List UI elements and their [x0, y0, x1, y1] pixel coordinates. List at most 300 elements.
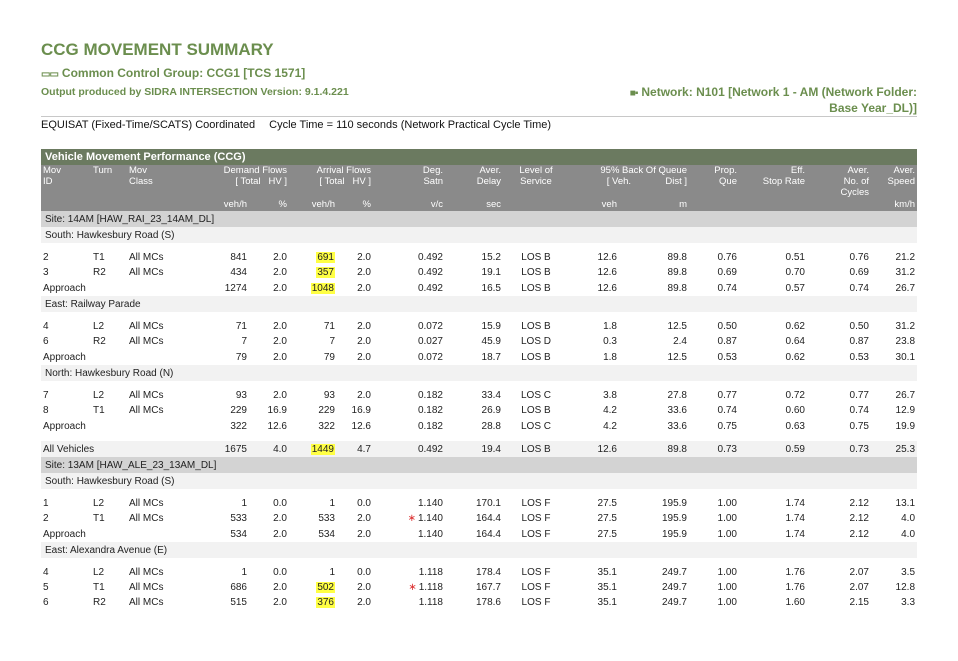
- cell-qd: 33.6: [667, 405, 687, 416]
- cell-at: 1449: [289, 441, 337, 457]
- cell-dt: 1: [241, 498, 247, 509]
- cell-qv: 27.5: [597, 528, 617, 540]
- unit-arrival-hv: %: [337, 198, 373, 211]
- cell-deg: 0.182: [417, 390, 443, 401]
- cell-at: 93: [323, 390, 335, 401]
- cell-dt: 515: [230, 597, 247, 608]
- col-deg: Deg. Satn: [373, 165, 445, 198]
- cell-del: 19.4: [445, 441, 503, 457]
- ccg-text: Common Control Group: CCG1 [TCS 1571]: [61, 66, 306, 80]
- cell-qd: 89.8: [667, 252, 687, 263]
- cell-cls: All MCs: [129, 498, 164, 509]
- approach-heading-row: [41, 365, 917, 381]
- table-row: [41, 511, 917, 526]
- site-row: [41, 457, 917, 473]
- cell-pq: 0.75: [717, 420, 737, 432]
- approach-heading-row: [41, 542, 917, 558]
- cell-eff: 0.57: [785, 282, 805, 294]
- cell-qd: 89.8: [667, 267, 687, 278]
- unit-queue-veh: veh: [569, 198, 619, 211]
- summary-row: [41, 418, 917, 434]
- cell-qv: 27.5: [597, 498, 617, 509]
- cell-cls: All MCs: [129, 336, 164, 347]
- cell-ah: 2.0: [357, 336, 371, 347]
- cell-eff: 0.63: [785, 420, 805, 432]
- cell-cls: All MCs: [129, 390, 164, 401]
- cell-turn: L2: [93, 321, 105, 332]
- approach-name: East: Railway Parade: [41, 296, 917, 312]
- cell-cls: All MCs: [129, 252, 164, 263]
- summary-row: [41, 280, 917, 296]
- table-row: [41, 496, 917, 511]
- cell-qd: 249.7: [661, 582, 687, 593]
- cell-del: 164.4: [475, 513, 501, 524]
- cell-dt: 1675: [173, 441, 249, 457]
- spacer-row: [41, 312, 917, 319]
- unit-speed: km/h: [871, 198, 917, 211]
- cell-ah: 2.0: [357, 390, 371, 401]
- cell-ah: 16.9: [351, 405, 371, 416]
- cell-ah: 2.0: [357, 351, 371, 363]
- cell-del: 167.7: [475, 582, 501, 593]
- cell-dh: 2.0: [273, 267, 287, 278]
- cell-los: LOS B: [503, 441, 569, 457]
- cell-id: 4: [43, 567, 49, 578]
- cell-cyc: 0.76: [849, 252, 869, 263]
- cell-los: LOS B: [521, 351, 551, 363]
- cell-ah: 0.0: [357, 498, 371, 509]
- cell-at: 71: [323, 321, 335, 332]
- cell-deg: 1.118: [418, 597, 443, 608]
- cell-qv: 0.3: [603, 336, 617, 347]
- cell-at: 322: [318, 420, 335, 432]
- cell-deg: 0.027: [417, 336, 443, 347]
- col-speed: Aver. Speed: [871, 165, 917, 198]
- cell-turn: L2: [93, 390, 105, 401]
- cell-eff: 0.62: [785, 351, 805, 363]
- cell-qv: 12.6: [597, 267, 617, 278]
- cell-dt: 533: [230, 513, 247, 524]
- cell-cyc: 0.75: [849, 420, 869, 432]
- cell-dt: 434: [230, 267, 247, 278]
- col-los: Level of Service: [503, 165, 569, 198]
- cell-ah: 2.0: [357, 252, 371, 263]
- col-turn: Turn: [91, 165, 127, 198]
- cell-los: LOS F: [521, 567, 551, 578]
- cell-cyc: 2.12: [849, 528, 869, 540]
- cell-dh: 2.0: [273, 582, 287, 593]
- cell-eff: 0.64: [785, 336, 805, 347]
- cell-ah: 4.7: [337, 441, 373, 457]
- cell-del: 15.2: [481, 252, 501, 263]
- cell-at: 1: [329, 498, 335, 509]
- cell-qd: 195.9: [661, 498, 687, 509]
- cycle-info: [41, 119, 565, 131]
- cell-turn: R2: [93, 336, 106, 347]
- cell-spd: 26.7: [895, 282, 916, 294]
- cell-turn: T1: [93, 582, 105, 593]
- summary-row: [41, 526, 917, 542]
- approach-heading-row: [41, 296, 917, 312]
- approach-heading-row: [41, 473, 917, 489]
- cell-cls: All MCs: [129, 567, 164, 578]
- summary-row: [41, 349, 917, 365]
- cell-spd: 21.2: [895, 252, 916, 263]
- cell-los: LOS B: [521, 252, 551, 263]
- cell-pq: 0.76: [717, 252, 737, 263]
- cell-cyc: 0.69: [849, 267, 869, 278]
- col-prop-que: Prop. Que: [689, 165, 739, 198]
- cell-id: 8: [43, 405, 49, 416]
- row-label: Approach: [43, 528, 86, 540]
- cycle-time-text: Cycle Time = 110 seconds (Network Practical Cycle Time): [269, 119, 552, 131]
- cell-cyc: 0.53: [849, 351, 869, 363]
- cell-id: 5: [43, 582, 49, 593]
- cell-los: LOS C: [520, 390, 551, 401]
- cell-qv: 12.6: [597, 252, 617, 263]
- cell-pq: 0.74: [717, 282, 737, 294]
- cell-qv: 1.8: [603, 321, 617, 332]
- cell-ah: 2.0: [357, 528, 371, 540]
- cell-id: 6: [43, 597, 49, 608]
- cell-id: 3: [43, 267, 49, 278]
- cell-eff: 0.70: [785, 267, 805, 278]
- cell-at: 533: [318, 513, 335, 524]
- cell-cls: All MCs: [129, 267, 164, 278]
- cell-eff: 1.60: [785, 597, 805, 608]
- col-mov-id: Mov ID: [41, 165, 91, 198]
- cell-at: 534: [318, 528, 335, 540]
- table-row: [41, 334, 917, 349]
- critical-movement-icon: ∗: [408, 582, 417, 593]
- spacer-row: [41, 558, 917, 565]
- approach-name: South: Hawkesbury Road (S): [41, 227, 917, 243]
- cell-qd: 33.6: [667, 420, 687, 432]
- col-eff-stop: Eff. Stop Rate: [739, 165, 807, 198]
- cell-pq: 0.77: [717, 390, 737, 401]
- cell-dt: 229: [230, 405, 247, 416]
- cell-qd: 195.9: [661, 513, 687, 524]
- equisat-text: EQUISAT (Fixed-Time/SCATS) Coordinated: [41, 119, 256, 131]
- cell-cyc: 2.07: [849, 567, 869, 578]
- table-row: [41, 250, 917, 265]
- cell-cyc: 0.74: [849, 282, 869, 294]
- cell-at: 357: [317, 267, 334, 278]
- movement-table: [41, 149, 917, 610]
- cell-qv: 35.1: [597, 582, 617, 593]
- approach-name: East: Alexandra Avenue (E): [41, 542, 917, 558]
- cell-del: 28.8: [481, 420, 501, 432]
- cell-at: 1048: [311, 282, 334, 294]
- cell-qd: 12.5: [667, 321, 687, 332]
- cell-eff: 1.76: [785, 582, 805, 593]
- cell-id: 4: [43, 321, 49, 332]
- unit-arrival-total: veh/h: [289, 198, 337, 211]
- cell-deg: 0.492: [417, 282, 443, 294]
- cell-eff: 1.76: [785, 567, 805, 578]
- cell-los: LOS F: [521, 528, 551, 540]
- cell-pq: 1.00: [717, 528, 737, 540]
- cell-spd: 31.2: [895, 321, 916, 332]
- cell-dh: 2.0: [273, 282, 287, 294]
- cell-spd: 4.0: [901, 513, 916, 524]
- cell-qv: 1.8: [603, 351, 617, 363]
- cell-qd: 195.9: [661, 528, 687, 540]
- cell-del: 164.4: [475, 528, 501, 540]
- cell-dt: 79: [235, 351, 247, 363]
- cell-qv: 4.2: [603, 420, 617, 432]
- cell-dh: 2.0: [273, 513, 287, 524]
- row-label: Approach: [43, 420, 86, 432]
- cell-cls: All MCs: [129, 597, 164, 608]
- unit-demand-hv: %: [249, 198, 289, 211]
- cell-qd: 249.7: [661, 567, 687, 578]
- output-note: Output produced by SIDRA INTERSECTION Version: 9.1.4.221: [41, 86, 349, 98]
- cell-los: LOS B: [521, 405, 551, 416]
- cell-eff: 0.62: [785, 321, 805, 332]
- cell-del: 33.4: [481, 390, 501, 401]
- spacer-row: [41, 489, 917, 496]
- cell-id: 6: [43, 336, 49, 347]
- cell-at: 691: [317, 252, 334, 263]
- cell-los: LOS C: [520, 420, 551, 432]
- cell-del: 19.1: [481, 267, 501, 278]
- cell-del: 26.9: [481, 405, 501, 416]
- cell-at: 502: [317, 582, 334, 593]
- summary-row: [41, 441, 917, 457]
- cell-qd: 89.8: [667, 282, 687, 294]
- cell-los: LOS D: [520, 336, 551, 347]
- col-cycles: Aver. No. of Cycles: [807, 165, 871, 198]
- cell-dt: 1274: [224, 282, 247, 294]
- cell-deg: 0.182: [417, 405, 443, 416]
- cell-dh: 4.0: [249, 441, 289, 457]
- table-row: [41, 565, 917, 580]
- table-row: [41, 595, 917, 610]
- cell-eff: 1.74: [785, 498, 805, 509]
- cell-turn: T1: [93, 252, 105, 263]
- cell-qd: 89.8: [619, 441, 689, 457]
- site-name: Site: 14AM [HAW_RAI_23_14AM_DL]: [41, 211, 917, 227]
- cell-pq: 0.73: [689, 441, 739, 457]
- cell-pq: 1.00: [717, 567, 737, 578]
- cell-deg: ∗ 1.140: [407, 513, 443, 524]
- cell-dt: 1: [241, 567, 247, 578]
- row-label: Approach: [43, 351, 86, 363]
- cell-dh: 2.0: [273, 390, 287, 401]
- cell-los: LOS F: [521, 498, 551, 509]
- cell-dh: 2.0: [273, 321, 287, 332]
- cell-qd: 2.4: [673, 336, 687, 347]
- cell-spd: 25.3: [871, 441, 917, 457]
- cell-ah: 2.0: [357, 513, 371, 524]
- cell-cls: All MCs: [129, 513, 164, 524]
- cell-ah: 12.6: [351, 420, 371, 432]
- cell-ah: 2.0: [357, 282, 371, 294]
- cell-dh: 2.0: [273, 351, 287, 363]
- cell-deg: 1.118: [418, 567, 443, 578]
- cell-los: LOS F: [521, 597, 551, 608]
- unit-queue-dist: m: [619, 198, 689, 211]
- cell-los: LOS F: [521, 513, 551, 524]
- cell-ah: 2.0: [357, 597, 371, 608]
- network-icon: ■▪: [629, 88, 638, 99]
- table-row: [41, 319, 917, 334]
- cell-cyc: 2.15: [849, 597, 869, 608]
- cell-turn: R2: [93, 597, 106, 608]
- cell-at: 79: [323, 351, 335, 363]
- cell-pq: 1.00: [717, 513, 737, 524]
- page-title: CCG MOVEMENT SUMMARY: [41, 40, 274, 59]
- critical-movement-icon: ∗: [407, 513, 416, 524]
- cell-pq: 0.50: [717, 321, 737, 332]
- cell-dh: 16.9: [267, 405, 287, 416]
- cell-cyc: 2.12: [849, 513, 869, 524]
- cell-dt: 534: [230, 528, 247, 540]
- unit-demand-total: veh/h: [173, 198, 249, 211]
- table-caption-row: [41, 149, 917, 165]
- cell-ah: 2.0: [357, 321, 371, 332]
- table-row: [41, 580, 917, 595]
- cell-los: LOS B: [521, 282, 551, 294]
- cell-dt: 7: [241, 336, 247, 347]
- cell-pq: 0.87: [717, 336, 737, 347]
- cell-del: 170.1: [475, 498, 501, 509]
- cell-eff: 1.74: [785, 528, 805, 540]
- cell-pq: 1.00: [717, 597, 737, 608]
- cell-dh: 2.0: [273, 528, 287, 540]
- cell-cyc: 0.87: [849, 336, 869, 347]
- table-row: [41, 403, 917, 418]
- cell-turn: T1: [93, 513, 105, 524]
- cell-del: 15.9: [481, 321, 501, 332]
- cell-ah: 2.0: [357, 267, 371, 278]
- col-arrival: Arrival Flows [ Total HV ]: [289, 165, 373, 198]
- cell-del: 178.4: [475, 567, 501, 578]
- cell-deg: 0.492: [373, 441, 445, 457]
- cell-qv: 35.1: [597, 567, 617, 578]
- cell-qv: 35.1: [597, 597, 617, 608]
- cell-eff: 0.60: [785, 405, 805, 416]
- unit-deg: v/c: [373, 198, 445, 211]
- cell-qv: 12.6: [597, 282, 617, 294]
- cell-qv: 27.5: [597, 513, 617, 524]
- site-row: [41, 211, 917, 227]
- cell-spd: 13.1: [895, 498, 916, 509]
- cell-deg: 1.140: [417, 498, 443, 509]
- cell-dt: 71: [235, 321, 247, 332]
- cell-deg: 0.492: [417, 267, 443, 278]
- cell-ah: 2.0: [357, 582, 371, 593]
- network-heading: [617, 85, 917, 116]
- cell-spd: 3.5: [901, 567, 916, 578]
- cell-deg: ∗ 1.118: [408, 582, 443, 593]
- spacer-row: [41, 434, 917, 441]
- cell-id: 7: [43, 390, 49, 401]
- table-row: [41, 265, 917, 280]
- cell-turn: L2: [93, 567, 105, 578]
- cell-cls: All MCs: [129, 405, 164, 416]
- cell-spd: 4.0: [901, 528, 916, 540]
- approach-name: North: Hawkesbury Road (N): [41, 365, 917, 381]
- cell-spd: 3.3: [901, 597, 916, 608]
- col-queue: 95% Back Of Queue [ Veh. Dist ]: [569, 165, 689, 198]
- cell-eff: 1.74: [785, 513, 805, 524]
- cell-deg: 1.140: [417, 528, 443, 540]
- table-row: [41, 388, 917, 403]
- col-mov-class: Mov Class: [127, 165, 173, 198]
- cell-cyc: 0.50: [849, 321, 869, 332]
- cell-qd: 12.5: [667, 351, 687, 363]
- cell-del: 45.9: [481, 336, 501, 347]
- cell-pq: 1.00: [717, 498, 737, 509]
- link-icon: ▭▭: [41, 69, 58, 80]
- cell-del: 178.6: [475, 597, 501, 608]
- spacer-row: [41, 243, 917, 250]
- cell-dh: 2.0: [273, 252, 287, 263]
- cell-qv: 3.8: [603, 390, 617, 401]
- cell-pq: 0.53: [717, 351, 737, 363]
- cell-id: 2: [43, 513, 49, 524]
- cell-eff: 0.72: [785, 390, 805, 401]
- cell-dh: 12.6: [267, 420, 287, 432]
- cell-del: 18.7: [481, 351, 501, 363]
- cell-cls: All MCs: [129, 321, 164, 332]
- cell-at: 376: [317, 597, 334, 608]
- cell-del: 16.5: [481, 282, 501, 294]
- cell-deg: 0.182: [417, 420, 443, 432]
- cell-cyc: 0.73: [807, 441, 871, 457]
- cell-ah: 0.0: [357, 567, 371, 578]
- cell-dh: 2.0: [273, 597, 287, 608]
- cell-eff: 0.59: [739, 441, 807, 457]
- table-body: [41, 211, 917, 610]
- network-text: Network: N101 [Network 1 - AM (Network Folder: Base Year_DL)]: [641, 85, 917, 115]
- unit-delay: sec: [445, 198, 503, 211]
- cell-turn: T1: [93, 405, 105, 416]
- cell-qd: 249.7: [661, 597, 687, 608]
- cell-deg: 0.072: [417, 321, 443, 332]
- cell-cyc: 0.77: [849, 390, 869, 401]
- cell-at: 7: [329, 336, 335, 347]
- cell-spd: 23.8: [895, 336, 916, 347]
- site-name: Site: 13AM [HAW_ALE_23_13AM_DL]: [41, 457, 917, 473]
- cell-at: 229: [318, 405, 335, 416]
- cell-dt: 322: [230, 420, 247, 432]
- cell-qv: 12.6: [569, 441, 619, 457]
- ccg-heading: [41, 66, 305, 80]
- cell-turn: R2: [93, 267, 106, 278]
- cell-los: LOS F: [521, 582, 551, 593]
- approach-name: South: Hawkesbury Road (S): [41, 473, 917, 489]
- col-demand: Demand Flows [ Total HV ]: [173, 165, 289, 198]
- table-header-row: [41, 165, 917, 198]
- cell-los: LOS B: [521, 267, 551, 278]
- cell-dh: 0.0: [273, 567, 287, 578]
- cell-spd: 30.1: [895, 351, 916, 363]
- cell-dh: 0.0: [273, 498, 287, 509]
- cell-qv: 4.2: [603, 405, 617, 416]
- cell-deg: 0.072: [417, 351, 443, 363]
- cell-spd: 26.7: [895, 390, 916, 401]
- cell-dt: 93: [235, 390, 247, 401]
- cell-dt: 686: [230, 582, 247, 593]
- cell-cyc: 0.74: [849, 405, 869, 416]
- divider: [41, 116, 917, 117]
- cell-turn: L2: [93, 498, 105, 509]
- cell-spd: 12.9: [895, 405, 916, 416]
- cell-id: 1: [43, 498, 49, 509]
